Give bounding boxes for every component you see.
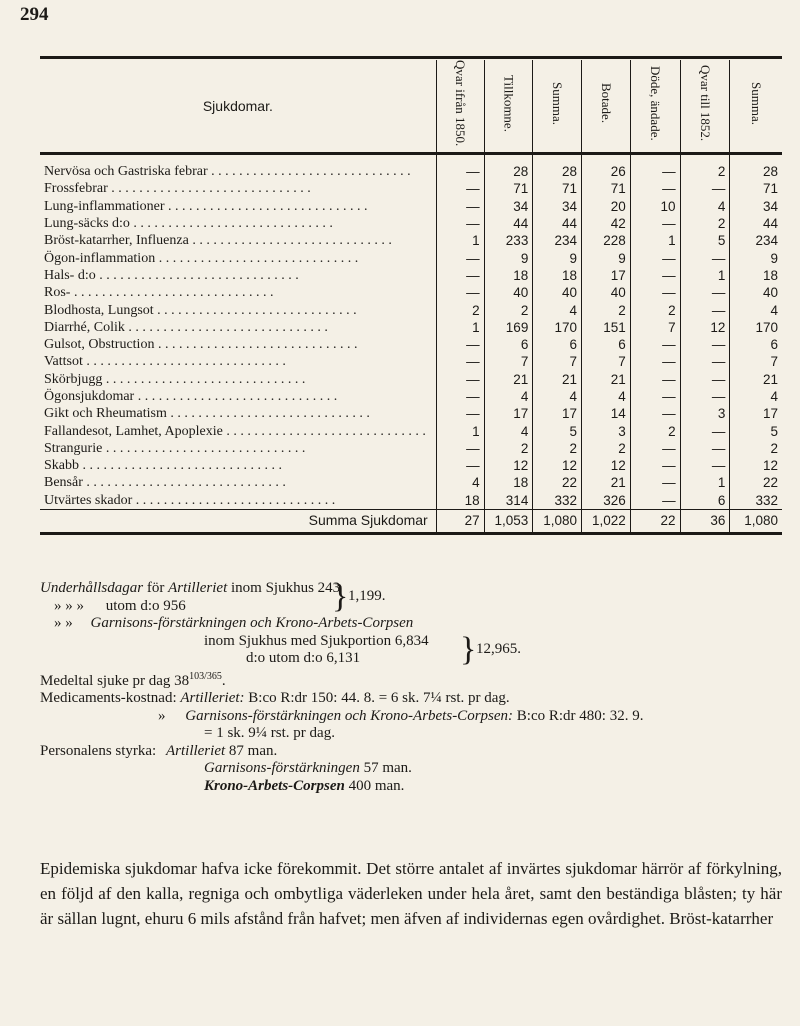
cell-value: 28 xyxy=(484,154,533,181)
note-text: B:co R:dr 480: 32. 9. xyxy=(516,707,644,724)
body-paragraph: Epidemiska sjukdomar hafva icke förekommit. Det större antalet af invärtes sjukdomar härrör af förkylning, en följd af den kalla, regniga och ombytliga väderleken under hela året, samt den beständiga blåsten; ty här är sällan lugnt, ehuru 6 mils afstånd från hafvet; men äfven af individernas egen ovårdighet. Bröst-katarrher xyxy=(40,859,782,928)
cell-value: — xyxy=(630,284,680,301)
cell-value: 9 xyxy=(533,249,582,266)
notes-line xyxy=(40,690,785,708)
note-text: Krono-Arbets-Corpsen xyxy=(204,777,345,794)
table-top-rule xyxy=(40,56,782,59)
cell-value: 1 xyxy=(680,474,730,491)
note-text: Personalens styrka: xyxy=(40,742,157,759)
note-text: Garnisons-förstärkningen och Krono-Arbets-Corpsen xyxy=(90,615,414,631)
header-col-7: Summa. xyxy=(730,60,782,154)
cell-value: 12 xyxy=(484,457,533,474)
note-text: Garnisons-förstärkningen och Krono-Arbets-Corpsen: xyxy=(185,707,514,724)
note-text: Medeltal sjuke pr dag xyxy=(40,672,171,689)
disease-name: Nervösa och Gastriska febrar . . . . . . . . . . . . . . . . . . . . . . . . . . . . . xyxy=(44,164,411,180)
table-row xyxy=(40,474,782,491)
header-col-3: Summa. xyxy=(533,60,582,154)
cell-value: 2 xyxy=(484,301,533,318)
note-total: 12,965. xyxy=(476,640,521,657)
cell-value: — xyxy=(436,284,484,301)
table-body xyxy=(40,154,782,534)
cell-value: 7 xyxy=(582,353,631,370)
cell-value: — xyxy=(436,336,484,353)
cell-value: 2 xyxy=(680,154,730,181)
disease-name: Gikt och Rheumatism . . . . . . . . . . . . . . . . . . . . . . . . . . . . . xyxy=(44,406,370,422)
table-row xyxy=(40,353,782,370)
cell-value: 1 xyxy=(436,319,484,336)
cell-value: 6 xyxy=(680,492,730,510)
cell-value: 34 xyxy=(484,198,533,215)
cell-value: 151 xyxy=(582,319,631,336)
cell-value: 2 xyxy=(630,301,680,318)
cell-value: 18 xyxy=(730,267,782,284)
table-row xyxy=(40,492,782,510)
cell-value: 71 xyxy=(533,180,582,197)
note-text: 400 man. xyxy=(348,777,405,794)
header-col-2: Tillkomne. xyxy=(484,60,533,154)
table-row xyxy=(40,154,782,181)
cell-value: — xyxy=(436,198,484,215)
disease-name: Ros- . . . . . . . . . . . . . . . . . . . . . . . . . . . . . xyxy=(44,285,274,301)
note-total: 1,199. xyxy=(348,588,386,604)
disease-name: Utvärtes skador . . . . . . . . . . . . . . . . . . . . . . . . . . . . . xyxy=(44,492,336,508)
cell-value: — xyxy=(436,353,484,370)
cell-value: — xyxy=(630,249,680,266)
cell-value: 1 xyxy=(680,267,730,284)
cell-value: 44 xyxy=(730,215,782,232)
cell-value: — xyxy=(436,440,484,457)
cell-value: 21 xyxy=(582,474,631,491)
cell-value: 4 xyxy=(533,388,582,405)
cell-value: — xyxy=(680,249,730,266)
cell-value: 71 xyxy=(582,180,631,197)
cell-value: 21 xyxy=(582,371,631,388)
header-col-6: Qvar till 1852. xyxy=(680,60,730,154)
note-text: 38 xyxy=(174,672,190,689)
note-text: Artilleriet: xyxy=(180,690,245,706)
cell-value: 12 xyxy=(680,319,730,336)
cell-value: 4 xyxy=(533,301,582,318)
note-text: inom Sjukhus med Sjukportion 6,834 xyxy=(204,632,429,649)
cell-value: 1,080 xyxy=(730,509,782,533)
disease-name: Frossfebrar . . . . . . . . . . . . . . . . . . . . . . . . . . . . . xyxy=(44,181,311,197)
cell-value: 17 xyxy=(582,267,631,284)
cell-value: 2 xyxy=(582,301,631,318)
notes-line xyxy=(40,615,785,633)
cell-value: 21 xyxy=(533,371,582,388)
table-row xyxy=(40,284,782,301)
note-text: » » xyxy=(54,615,73,631)
cell-value: 4 xyxy=(436,474,484,491)
cell-value: 40 xyxy=(730,284,782,301)
cell-value: — xyxy=(436,388,484,405)
cell-value: 7 xyxy=(730,353,782,370)
cell-value: 28 xyxy=(730,154,782,181)
header-col-5: Döde, ändade. xyxy=(630,60,680,154)
disease-name: Vattsot . . . . . . . . . . . . . . . . . . . . . . . . . . . . . xyxy=(44,354,286,370)
table-row xyxy=(40,301,782,318)
note-text: 87 man. xyxy=(228,742,278,759)
notes-line xyxy=(40,778,785,796)
cell-value: 2 xyxy=(484,440,533,457)
cell-value: 17 xyxy=(730,405,782,422)
cell-value: — xyxy=(630,457,680,474)
cell-value: — xyxy=(630,215,680,232)
cell-value: 6 xyxy=(484,336,533,353)
note-fraction: 103/365 xyxy=(189,670,222,682)
notes-line xyxy=(40,650,785,668)
cell-value: 234 xyxy=(730,232,782,249)
cell-value: 4 xyxy=(730,301,782,318)
table-row xyxy=(40,198,782,215)
note-text: för xyxy=(146,580,165,596)
note-text: d:o utom d:o 6,131 xyxy=(246,650,361,666)
cell-value: — xyxy=(436,405,484,422)
cell-value: — xyxy=(436,180,484,197)
cell-value: — xyxy=(436,267,484,284)
cell-value: 2 xyxy=(680,215,730,232)
disease-name: Lung-säcks d:o . . . . . . . . . . . . . . . . . . . . . . . . . . . . . xyxy=(44,216,333,232)
cell-value: 7 xyxy=(630,319,680,336)
cell-value: 44 xyxy=(484,215,533,232)
cell-value: 2 xyxy=(533,440,582,457)
cell-value: 40 xyxy=(582,284,631,301)
disease-name: Hals- d:o . . . . . . . . . . . . . . . . . . . . . . . . . . . . . xyxy=(44,267,299,283)
cell-value: 5 xyxy=(680,232,730,249)
cell-value: 71 xyxy=(484,180,533,197)
disease-name: Ögonsjukdomar . . . . . . . . . . . . . . . . . . . . . . . . . . . . . xyxy=(44,389,338,404)
cell-value: 71 xyxy=(730,180,782,197)
cell-value: 4 xyxy=(582,388,631,405)
cell-value: 9 xyxy=(730,249,782,266)
header-diseases: Sjukdomar. xyxy=(40,60,436,154)
cell-value: 9 xyxy=(582,249,631,266)
cell-value: 1,022 xyxy=(582,509,631,533)
notes-line xyxy=(40,725,785,743)
cell-value: 3 xyxy=(582,422,631,439)
cell-value: 22 xyxy=(630,509,680,533)
cell-value: — xyxy=(436,154,484,181)
cell-value: — xyxy=(436,215,484,232)
cell-value: 1 xyxy=(436,232,484,249)
cell-value: 18 xyxy=(436,492,484,510)
cell-value: — xyxy=(680,371,730,388)
note-text: Medicaments-kostnad: xyxy=(40,690,177,706)
cell-value: — xyxy=(680,388,730,405)
cell-value: — xyxy=(630,336,680,353)
cell-value: — xyxy=(680,353,730,370)
cell-value: 17 xyxy=(484,405,533,422)
table-row xyxy=(40,371,782,388)
disease-name: Skörbjugg . . . . . . . . . . . . . . . . . . . . . . . . . . . . . xyxy=(44,371,306,387)
note-text: inom Sjukhus 243 xyxy=(231,580,341,596)
cell-value: 314 xyxy=(484,492,533,510)
cell-value: 21 xyxy=(484,371,533,388)
cell-value: 34 xyxy=(730,198,782,215)
cell-value: 4 xyxy=(680,198,730,215)
cell-value: 12 xyxy=(533,457,582,474)
table-row xyxy=(40,405,782,422)
note-text: B:co R:dr 150: 44. 8. = 6 sk. 7¼ rst. pr dag. xyxy=(248,690,510,706)
cell-value: 40 xyxy=(533,284,582,301)
notes-line: Medeltal sjuke pr dag $38^{103/365}$. xyxy=(40,670,226,689)
header-col-1: Qvar ifrån 1850. xyxy=(436,60,484,154)
note-text: » » » xyxy=(54,597,84,614)
cell-value: 5 xyxy=(730,422,782,439)
note-text: = 1 sk. 9¼ rst. pr dag. xyxy=(204,725,335,741)
cell-value: 42 xyxy=(582,215,631,232)
cell-value: — xyxy=(680,180,730,197)
table-row xyxy=(40,215,782,232)
cell-value: — xyxy=(680,336,730,353)
cell-value: — xyxy=(630,388,680,405)
page-number: 294 xyxy=(20,4,49,25)
cell-value: 6 xyxy=(582,336,631,353)
table-row xyxy=(40,422,782,439)
cell-value: 7 xyxy=(533,353,582,370)
table-row xyxy=(40,232,782,249)
cell-value: 17 xyxy=(533,405,582,422)
cell-value: 9 xyxy=(484,249,533,266)
notes-line xyxy=(40,760,785,778)
cell-value: — xyxy=(630,371,680,388)
cell-value: 170 xyxy=(533,319,582,336)
cell-value: 228 xyxy=(582,232,631,249)
cell-value: 1,053 xyxy=(484,509,533,533)
cell-value: 10 xyxy=(630,198,680,215)
cell-value: 18 xyxy=(484,267,533,284)
cell-value: 18 xyxy=(533,267,582,284)
cell-value: 326 xyxy=(582,492,631,510)
cell-value: 169 xyxy=(484,319,533,336)
cell-value: — xyxy=(680,457,730,474)
disease-name: Lung-inflammationer . . . . . . . . . . . . . . . . . . . . . . . . . . . . . xyxy=(44,198,368,214)
table-row xyxy=(40,267,782,284)
disease-name: Strangurie . . . . . . . . . . . . . . . . . . . . . . . . . . . . . xyxy=(44,440,306,456)
note-text: Underhållsdagar xyxy=(40,580,144,596)
cell-value: 4 xyxy=(730,388,782,405)
table-total-row xyxy=(40,509,782,533)
cell-value: 1 xyxy=(630,232,680,249)
cell-value: 14 xyxy=(582,405,631,422)
cell-value: — xyxy=(630,353,680,370)
note-text: Artilleriet xyxy=(168,580,228,596)
table-row xyxy=(40,457,782,474)
cell-value: 2 xyxy=(436,301,484,318)
table-row xyxy=(40,249,782,266)
cell-value: 4 xyxy=(484,422,533,439)
disease-name: Bensår . . . . . . . . . . . . . . . . . . . . . . . . . . . . . xyxy=(44,475,286,491)
note-text: 57 man. xyxy=(363,760,412,776)
note-text: utom d:o 956 xyxy=(105,597,186,614)
notes-block xyxy=(40,580,785,795)
cell-value: 2 xyxy=(582,440,631,457)
note-text: Artilleriet xyxy=(165,742,226,759)
cell-value: 234 xyxy=(533,232,582,249)
header-col-4: Botade. xyxy=(582,60,631,154)
table-header-row xyxy=(40,60,782,154)
cell-value: 1 xyxy=(436,422,484,439)
disease-name: Fallandesot, Lamhet, Apoplexie . . . . . . . . . . . . . . . . . . . . . . . . . . . . . xyxy=(44,423,426,439)
cell-value: 4 xyxy=(484,388,533,405)
cell-value: — xyxy=(680,284,730,301)
cell-value: 26 xyxy=(582,154,631,181)
cell-value: — xyxy=(630,405,680,422)
cell-value: 12 xyxy=(582,457,631,474)
cell-value: 170 xyxy=(730,319,782,336)
brace-icon: } xyxy=(332,578,349,615)
cell-value: 332 xyxy=(730,492,782,510)
cell-value: 7 xyxy=(484,353,533,370)
cell-value: — xyxy=(680,422,730,439)
cell-value: — xyxy=(436,457,484,474)
cell-value: 5 xyxy=(533,422,582,439)
cell-value: 28 xyxy=(533,154,582,181)
cell-value: — xyxy=(680,440,730,457)
cell-value: 21 xyxy=(730,371,782,388)
disease-name: Diarrhé, Colik . . . . . . . . . . . . . . . . . . . . . . . . . . . . . xyxy=(44,319,328,335)
cell-value: — xyxy=(630,440,680,457)
table-row xyxy=(40,336,782,353)
cell-value: — xyxy=(680,301,730,318)
cell-value: — xyxy=(630,492,680,510)
cell-value: 6 xyxy=(533,336,582,353)
table-row xyxy=(40,319,782,336)
cell-value: 18 xyxy=(484,474,533,491)
cell-value: 1,080 xyxy=(533,509,582,533)
disease-table xyxy=(40,60,782,535)
cell-value: 332 xyxy=(533,492,582,510)
cell-value: 36 xyxy=(680,509,730,533)
disease-name: Skabb . . . . . . . . . . . . . . . . . . . . . . . . . . . . . xyxy=(44,458,282,474)
cell-value: 2 xyxy=(630,422,680,439)
cell-value: — xyxy=(436,371,484,388)
note-text: » xyxy=(158,707,166,724)
disease-name: Bröst-katarrher, Influenza . . . . . . . . . . . . . . . . . . . . . . . . . . . . . xyxy=(44,233,392,249)
cell-value: 20 xyxy=(582,198,631,215)
cell-value: 2 xyxy=(730,440,782,457)
table-row xyxy=(40,180,782,197)
cell-value: 40 xyxy=(484,284,533,301)
cell-value: — xyxy=(630,154,680,181)
disease-name: Ögon-inflammation . . . . . . . . . . . . . . . . . . . . . . . . . . . . . xyxy=(44,250,359,266)
disease-name: Gulsot, Obstruction . . . . . . . . . . . . . . . . . . . . . . . . . . . . . xyxy=(44,337,358,353)
cell-value: 3 xyxy=(680,405,730,422)
cell-value: 6 xyxy=(730,336,782,353)
table-row xyxy=(40,388,782,405)
notes-line xyxy=(40,708,785,726)
cell-value: 34 xyxy=(533,198,582,215)
cell-value: — xyxy=(630,267,680,284)
brace-icon: } xyxy=(460,630,477,668)
cell-value: 233 xyxy=(484,232,533,249)
notes-line xyxy=(40,598,785,616)
cell-value: 12 xyxy=(730,457,782,474)
note-text: Garnisons-förstärkningen xyxy=(204,760,360,776)
cell-value: — xyxy=(436,249,484,266)
cell-value: 22 xyxy=(533,474,582,491)
disease-name: Blodhosta, Lungsot . . . . . . . . . . . . . . . . . . . . . . . . . . . . . xyxy=(44,302,357,318)
table-row xyxy=(40,440,782,457)
cell-value: 44 xyxy=(533,215,582,232)
cell-value: — xyxy=(630,180,680,197)
cell-value: 27 xyxy=(436,509,484,533)
notes-line xyxy=(40,743,785,761)
total-label: Summa Sjukdomar xyxy=(40,509,436,533)
cell-value: — xyxy=(630,474,680,491)
cell-value: 22 xyxy=(730,474,782,491)
